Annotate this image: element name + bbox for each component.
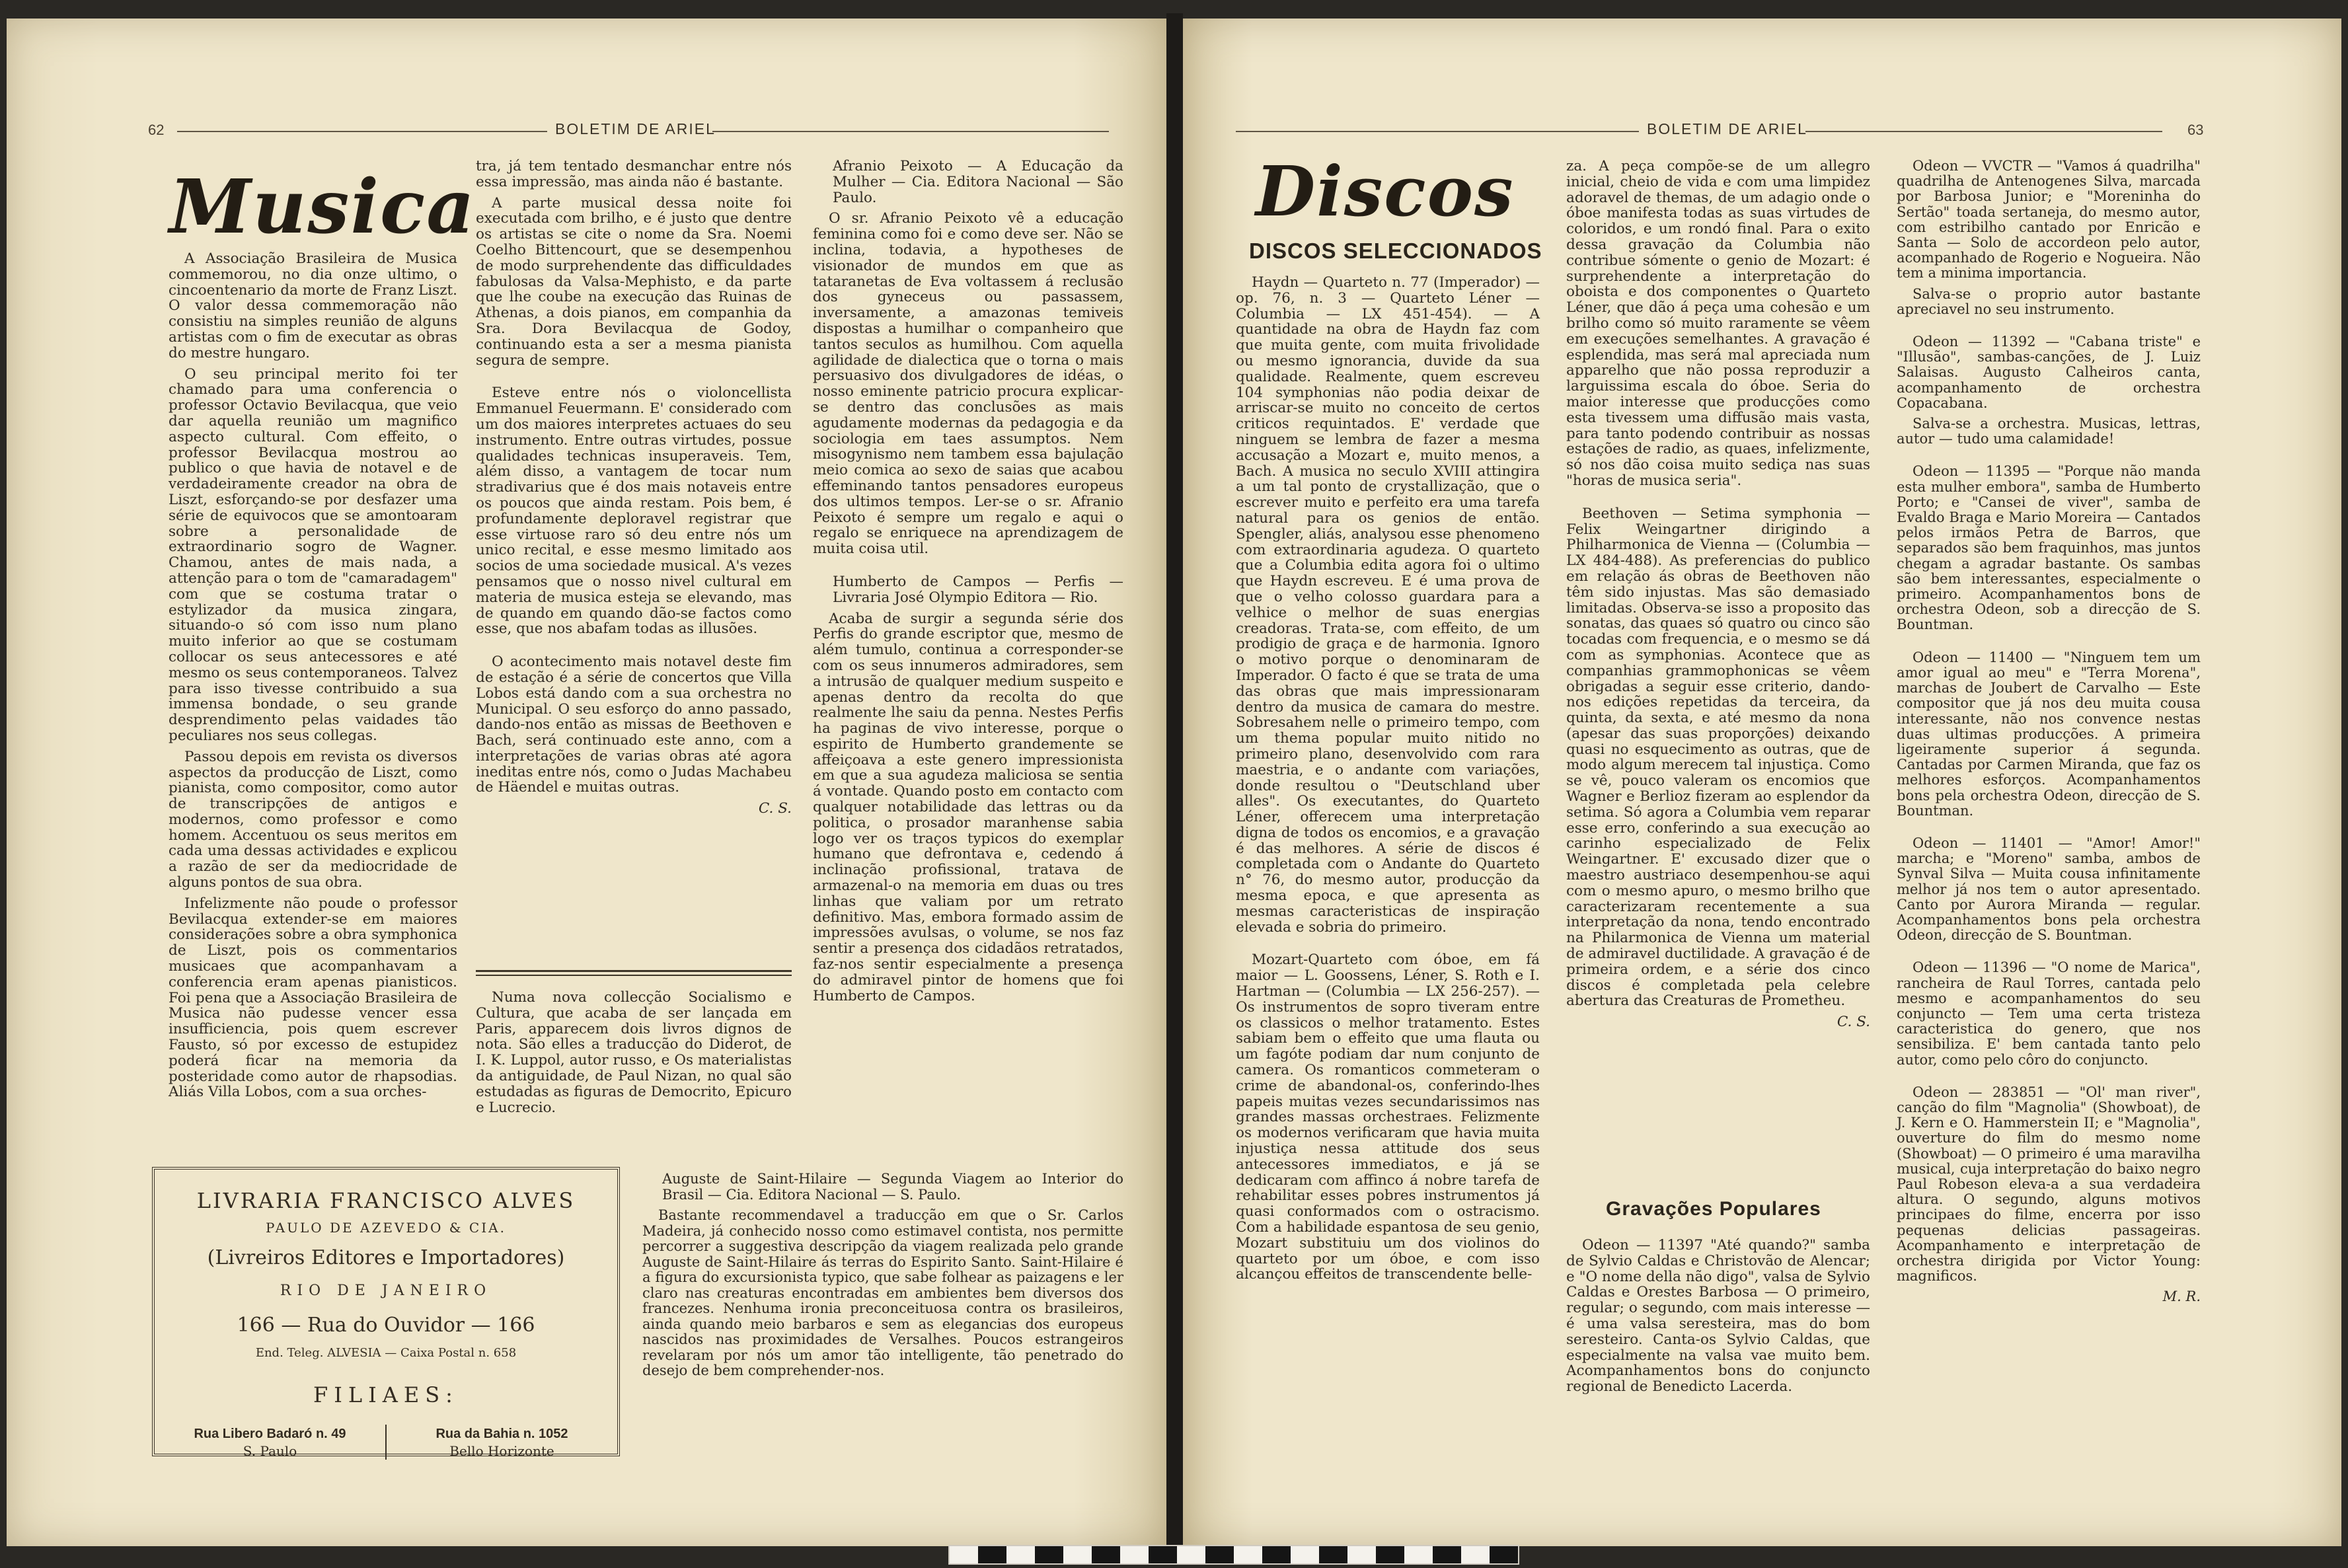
paragraph: Mozart-Quarteto com óboe, em fá maior — L. Goossens, Léner, S. Roth e I. Hartman — (Columbia — LX 256-257). — Os instrumentos de sopro tiveram entre os classicos o melhor tratamento. Estes sabiam bem o effeito que uma flauta ou um fagóte podiam dar num conjunto de camera. Os romanticos commeteram o crime de abandonal-os, conferindo-lhes papeis muitas vezes secundarissimos nas grandes massas orchestraes. Felizmente os modernos verificaram que havia muita injustiça nessa attitude dos seus antecessores immediatos, e já se dedicaram com affinco á nobre tarefa de rehabilitar esses pobres instrumentos já quasi conformados com o ostracismo. Com a habilidade espantosa de seu genio, Mozart substituiu um dos violinos do quarteto por um óboe, e com isso alcançou effeitos de transcendente belle- <box>1236 952 1540 1283</box>
paragraph: Odeon — 11400 — "Ninguem tem um amor igual ao meu" e "Terra Morena", marchas de Joubert de Carvalho — Este compositor que já nos deu muita cousa interessante, não nos convence nestas duas ultimas producções. A primeira ligeiramente superior á segunda. Cantadas por Carmen Miranda, que faz os melhores esforços. Acompanhamentos bons pela orchestra Odeon, direcção de S. Bountman. <box>1897 649 2201 819</box>
ad-owners: PAULO DE AZEVEDO & CIA. <box>266 1220 506 1236</box>
saint-hilaire-review <box>642 1172 1123 1384</box>
header-rule <box>1236 131 1639 132</box>
paragraph: A parte musical dessa noite foi executada com brilho, e é justo que dentre os artistas se cite o nome da Sra. Noemi Coelho Bittencourt, que se desempenhou de modo surprehendente das difficuldades fabulosas da Valsa-Mephisto, e da parte que lhe coube na execução das Ruinas de Athenas, a dois pianos, em companhia da Sra. Dora Bevilacqua de Godoy, continuando esta a ser a mesma pianista segura de sempre. <box>476 194 792 369</box>
header-rule <box>177 131 547 132</box>
gravacoes-subtitle: Gravações Populares <box>1606 1198 1821 1220</box>
paragraph: tra, já tem tentado desmanchar entre nós essa impressão, mas ainda não é bastante. <box>476 158 792 190</box>
paragraph: Salva-se o proprio autor bastante apreciavel no seu instrumento. <box>1897 285 2201 317</box>
section-title-discos: Discos <box>1256 151 1515 232</box>
paragraph: O seu principal merito foi ter chamado para uma conferencia o professor Octavio Bevilacqua, que veio dar aquella reunião um magnifico aspecto cultural. Com effeito, o professor Bevilacqua mostrou ao publico o que havia de notavel e de verdadeiramente creador na obra de Liszt, esforçando-se por desfazer uma série de equivocos que se amontoaram sobre a personalidade de extraordinario sogro de Wagner. Chamou, antes de mais nada, a attenção para o tom de "camaradagem" com que se costuma tratar o estylizador da musica zingara, situando-o só com isso num plano muito inferior ao que se costumam collocar os seus antecessores e até mesmo os seus contemporaneos. Talvez para isso tivesse contribuido a sua immensa bondade, o seu grande desprendimento pelas vaidades tão peculiares nos seus collegas. <box>169 365 457 744</box>
left-running-header <box>7 98 1166 137</box>
ad-store-name: LIVRARIA FRANCISCO ALVES <box>196 1188 576 1213</box>
paragraph: Salva-se a orchestra. Musicas, lettras, autor — tudo uma calamidade! <box>1897 416 2201 447</box>
signature: C. S. <box>1837 1014 1870 1031</box>
paragraph: O acontecimento mais notavel deste fim de estação é a série de concertos que Villa Lobos está dando com a sua orchestra no Municipal. O seu esforço do anno passado, dando-nos então as missas de Beethoven e Bach, será continuado este anno, com a interpretações de varias obras até agora ineditas entre nós, como o Judas Machabeu de Häendel e muitas outras. <box>476 653 792 796</box>
paragraph: Odeon — 11396 — "O nome de Marica", rancheira de Raul Torres, cantada pelo mesmo e acompanhamentos do seu conjuncto — Tem uma certa tristeza caracteristica do genero, que nos sensibiliza. E' bem cantada tanto pelo autor, como pelo côro do conjuncto. <box>1897 959 2201 1068</box>
book-heading: Afranio Peixoto — A Educação da Mulher — Cia. Editora Nacional — São Paulo. <box>833 158 1123 206</box>
scale-ruler <box>948 1545 1519 1565</box>
gravacoes-column-2 <box>1566 1238 1870 1400</box>
paragraph: Haydn — Quarteto n. 77 (Imperador) — op. 76, n. 3 — Quarteto Léner — Columbia — LX 451-454). — A quantidade na obra de Haydn faz com que muita gente, com muita frivolidade ou mesmo ignorancia, duvide da sua qualidade. Realmente, quem escreveu 104 symphonias não podia deixar de arriscar-se muito no conceito de certos criticos requintados. E' verdade que ninguem se lembra de fazer a mesma accusação a Mozart e, muito menos, a Bach. A musica no seculo XVIII attingira a um tal ponto de crystallização, que o escrever muito e perfeito era uma tarefa natural para os genios de então. Spengler, aliás, analysou esse phenomeno com extraordinaria agudeza. O quarteto que a Columbia edita agora foi o ultimo que Haydn escreveu. E é uma prova de que o velho colosso guardara para a velhice o melhor de suas energias creadoras. Trata-se, com effeito, de um prodigio de graça e de harmonia. Ignoro o motivo porque o denominaram de Imperador. O facto é que se trata de uma das obras que mais impressionaram dentro da musica de camara do mestre. Sobresahem nelle o primeiro tempo, com um thema popular muito nitido no primeiro plano, desenvolvido com rara maestria, e o andante com variações, donde resultou o "Deutschland uber alles". Os executantes, do Quarteto Léner, offerecem uma interpretação digna de todos os encomios, e a gravação é das melhores. A série de discos é completada com o Andante do Quarteto n° 76, do mesmo autor, producção da mesma epoca, e que apresenta as mesmas caracteristicas de inspiração elevada e sobria do primeiro. <box>1236 274 1540 936</box>
socialismo-note <box>476 990 792 1121</box>
ad-branches-title: FILIAES: <box>313 1382 459 1407</box>
paragraph: O sr. Afranio Peixoto vê a educação feminina como foi e como deve ser. Não se inclina, todavia, a hypotheses de visionador de mundos em que as tataranetas de Eva voltassem á reclusão dos gyneceus ou passassem, inversamente, a amazonas temiveis dispostas a humilhar o companheiro que tantos seculos as humilhou. Com aquella agilidade de dialectica que o torna o mais persuasivo dos divulgadores de idéas, o nosso eminente patricio procura explicar-se dentro das conclusões as mais agudamente modernas da pedagogia e da sociologia em taes assumptos. Nem misogynismo nem tambem essa bajulação meio comica ao sexo de saias que acabou effeminando tantos pensadores europeus dos ultimos tempos. Ler-se o sr. Afranio Peixoto é sempre um regalo e aqui o regalo se enriquece na aprendizagem de muita coisa util. <box>813 210 1123 558</box>
ad-branch-street: Rua da Bahia n. 1052 <box>436 1427 568 1441</box>
paragraph: Odeon — VVCTR — "Vamos á quadrilha" quadrilha de Antenogenes Silva, marcada por Barbosa Junior; e "Moreninha do Sertão" toada sertaneja, do mesmo autor, com estribilho cantado por Enricão e Santa — Solo de accordeon pelo autor, acompanhado de Rogerio e Nogueira. Não tem a minima importancia. <box>1897 158 2201 281</box>
paragraph: Numa nova collecção Socialismo e Cultura, que acaba de ser lançada em Paris, apparecem dois livros dignos de nota. São elles a traducção do Diderot, de I. K. Luppol, autor russo, e Os materialistas da antiguidade, de Paul Nizan, no qual são estudadas as figuras de Democrito, Epicuro e Lucrecio. <box>476 989 792 1116</box>
double-rule <box>476 970 792 972</box>
ad-trade: (Livreiros Editores e Importadores) <box>207 1246 565 1269</box>
right-running-header <box>1183 98 2341 137</box>
paragraph: Beethoven — Setima symphonia — Felix Weingartner dirigindo a Philharmonica de Vienna — (Columbia — LX 484-488). As preferencias do publico em relação ás obras de Beethoven não têm sido injustas. Mas são demasiado limitadas. Observa-se isso a proposito das sonatas, das quaes só quatro ou cinco são tocadas com frequencia, e o mesmo se dá com as symphonias. Acontece que as companhias grammophonicas se vêem obrigadas a seguir esse criterio, dando-nos edições repetidas da terceira, da quinta, da sexta, e até mesmo da nona (apesar das suas proporções) deixando quasi no esquecimento as outras, que de modo algum merecem tal injustiça. Como se vê, pouco valeram os encomios que Wagner e Berlioz fizeram ao esplendor da setima. Só agora a Columbia vem reparar esse erro, conferindo a sua execução ao carinho especializado de Felix Weingartner. E' excusado dizer que o maestro austriaco desempenhou-se aqui com o mesmo apuro, o mesmo brilho que caracterizaram recentemente a sua interpretação da nona, tendo encontrado na Philarmonica de Vienna um material de admiravel ductilidade. A gravação é de primeira ordem, e a série dos cinco discos é completada pela celebre abertura das Creaturas de Prometheu. <box>1566 505 1870 1010</box>
paragraph: Odeon — 11397 "Até quando?" samba de Sylvio Caldas e Christovão de Alencar; e "O nome della não digo", valsa de Sylvio Caldas e Orestes Barbosa — O primeiro, regular; o segundo, com mais interesse — é uma valsa seresteira, mas do bom seresteiro. Canta-os Sylvio Caldas, que especialmente na valsa vae muito bem. Acompanhamentos bons do conjuncto regional de Benedicto Lacerda. <box>1566 1237 1870 1396</box>
paragraph: Bastante recommendavel a traducção em que o Sr. Carlos Madeira, já conhecido nosso como estimavel contista, nos permitte percorrer a suggestiva descripção da viagem realizada pelo grande Auguste de Saint-Hilaire ás terras do Espirito Santo. Saint-Hilaire é a figura do excursionista typico, que sabe folhear as paizagens e ler claro nas creaturas encontradas em ambientes bem diversos dos francezes. Nenhuma ironia preconceituosa contra os brasileiros, ainda quando meio barbaros e sem as elegancias dos europeus nascidos nas proximidades de Versalhes. Poucos estrangeiros revelaram por nós um amor tão intelligente, tão penetrado do desejo de bem comprehender-nos. <box>642 1207 1123 1378</box>
paragraph: za. A peça compõe-se de um allegro inicial, cheio de vida e com uma limpidez adoravel de themas, de um adagio onde o óboe manifesta todas as suas virtudes de coloridos, e um rondó final. Para o exito dessa gravação da Columbia não contribue sómente o genio de Mozart: é surprehendente a interpretação do oboista e dos componentes o Quarteto Léner, que dão á peça uma cohesão e um brilho como só muito raramente se vêem em execuções semelhantes. A gravação é esplendida, mas será mal apreciada num apparelho que não possa reproduzir a larguissima escala do óboe. Seria do maior interesse que producções como esta tivessem uma diffusão mais vasta, para tanto podendo contribuir as nossas estações de radio, as quaes, infelizmente, só nos dão coisa muito sediça nas suas "horas de musica seria". <box>1566 158 1870 489</box>
left-page-number: 62 <box>148 122 165 138</box>
header-rule <box>1805 131 2162 132</box>
gravacoes-column-3 <box>1897 159 2201 1305</box>
left-running-head: BOLETIM DE ARIEL <box>555 120 716 137</box>
discos-subtitle: DISCOS SELECCIONADOS <box>1249 239 1542 263</box>
ad-branch-city: Bello Horizonte <box>449 1443 554 1459</box>
paragraph: Odeon — 11401 — "Amor! Amor!" marcha; e "Moreno" samba, ambos de Synval Silva — Muita cousa infinitamente melhor já nos tem o autor apresentado. Canto por Aurora Miranda — regular. Acompanhamentos bons pela orchestra Odeon, direcção de S. Bountman. <box>1897 835 2201 944</box>
left-page <box>7 19 1166 1546</box>
musica-column-2 <box>476 159 792 817</box>
ad-telegraph: End. Teleg. ALVESIA — Caixa Postal n. 658 <box>255 1346 517 1360</box>
book-heading: Auguste de Saint-Hilaire — Segunda Viagem ao Interior do Brasil — Cia. Editora Nacional — S. Paulo. <box>662 1171 1123 1203</box>
right-page <box>1183 19 2341 1546</box>
ad-branch <box>385 1425 617 1460</box>
discos-column-2 <box>1566 159 1870 1030</box>
ad-branch-city: S. Paulo <box>243 1443 297 1459</box>
section-title-musica: Musica <box>169 164 476 250</box>
ad-branch-street: Rua Libero Badaró n. 49 <box>194 1427 346 1441</box>
paragraph: Esteve entre nós o violoncellista Emmanuel Feuermann. E' consideradо com um dos maiores interpretes actuaes do seu instrumento. Entre outras virtudes, possue qualidades technicas insuperaveis. Tem, além disso, a vantagem de tocar num stradivarius que é dos mais notaveis entre os poucos que ainda restam. Pois bem, é profundamente deploravel registrar que esse virtuose raro só deu entre nós um unico recital, e esse mesmo limitado aos socios de uma sociedade musical. A's vezes pensamos que o nosso nivel cultural em materia de musica esteja se elevando, mas de quando em quando dão-se factos como esse, que nos abafam todas as illusões. <box>476 385 792 638</box>
book-reviews-column <box>813 159 1123 1009</box>
paragraph: Acaba de surgir a segunda série dos Perfis do grande escriptor que, mesmo de além tumulo, continua a corresponder-se com os seus innumeros admiradores, sem a intrusão de qualquer medium suspeito e apenas dentro da recolta do que realmente lhe saiu da penna. Nestes Perfis ha paginas de vivo interesse, porque o espirito de Humberto grandemente se affeiçoava a este genero impressionista em que a sua agudeza maliciosa se sentia á vontade. Quando posto em contacto com qualquer notabilidade das lettras ou da politica, o prosador maranhense sabia logo ver os traços typicos do exemplar humano que defrontava e, cedendo á inclinação profissional, tratava de armazenal-o na memoria em duas ou tres linhas que valiam por um retrato definitivo. Mas, embora formado assim de impressões avulsas, o volume, se nos faz sentir a presença dos cidadãos retratados, faz-nos sentir especialmente a presença do admiravel pintor de homens que foi Humberto de Campos. <box>813 610 1123 1004</box>
paragraph: Odeon — 11392 — "Cabana triste" e "Illusão", sambas-canções, de J. Luiz Salaisas. Augusto Calheiros canta, acompanhamento de orchestra Copacabana. <box>1897 334 2201 411</box>
signature: M. R. <box>2162 1288 2201 1305</box>
ad-address: 166 — Rua do Ouvidor — 166 <box>237 1314 535 1337</box>
discos-column-1 <box>1236 275 1540 1288</box>
ad-branches <box>155 1425 617 1460</box>
ad-branch <box>155 1425 385 1460</box>
book-gutter <box>1166 13 1183 1553</box>
paragraph: Infelizmente não poude o professor Bevilacqua extender-se em maiores considerações sobre a obra symphonica de Liszt, pois os commentarios musicaes que acompanhavam a conferencia eram apenas pianisticos. Foi pena que a Associação Brasileira de Musica não pudesse vencer essa insufficiencia, pois quem escrever Fausto, só por excesso de estupidez poderá ficar na memoria da posteridade como autor de rhapsodias. Aliás Villa Lobos, com a sua orches- <box>169 895 457 1101</box>
bookstore-advertisement <box>152 1167 620 1459</box>
right-page-number: 63 <box>2187 122 2204 138</box>
ad-city: RIO DE JANEIRO <box>280 1283 492 1299</box>
right-running-head: BOLETIM DE ARIEL <box>1647 120 1807 137</box>
paragraph: Odeon — 283851 — "Ol' man river", canção do film "Magnolia" (Showboat), de J. Kern e O. Hammerstein II; e "Magnolia", ouverture do film do mesmo nome (Showboat) — O primeiro é uma maravilha musical, cuja interpretação do baixo negro Paul Robeson eleva-a a sua verdadeira altura. O segundo, alguns motivos principaes do filme, encerra por isso pequenas delicias passageiras. Acompanhamento e interpretação de orchestra dirigida por Victor Young: magnificos. <box>1897 1084 2201 1285</box>
header-rule <box>712 131 1109 132</box>
musica-column-1 <box>169 251 457 1105</box>
book-heading: Humberto de Campos — Perfis — Livraria José Olympio Editora — Rio. <box>833 573 1123 606</box>
paragraph: A Associação Brasileira de Musica commemorou, no dia onze ultimo, o cincoentenario da morte de Franz Liszt. O valor dessa commemoração não consistiu na simples reunião de alguns artistas com o fim de executar as obras do mestre hungaro. <box>169 250 457 361</box>
paragraph: Passou depois em revista os diversos aspectos da producção de Liszt, como pianista, como compositor, como autor de transcripções de antigos e modernos, como professor e como homem. Accentuou os seus meritos em cada uma dessas actividades e explicou a razão de ser da mediocridade de alguns pontos de sua obra. <box>169 748 457 891</box>
signature: C. S. <box>758 800 792 817</box>
paragraph: Odeon — 11395 — "Porque não manda esta mulher embora", samba de Humberto Porto; e "Cansei de viver", samba de Evaldo Braga e Mario Moreira — Cantados pelos irmãos Petra de Barros, que separados são bem fraquinhos, mas juntos chegam a agradar bastante. Os sambas são bem interessantes, especialmente o primeiro. Acompanhamentos bons de orchestra Odeon, sob a direcção de S. Bountman. <box>1897 463 2201 633</box>
